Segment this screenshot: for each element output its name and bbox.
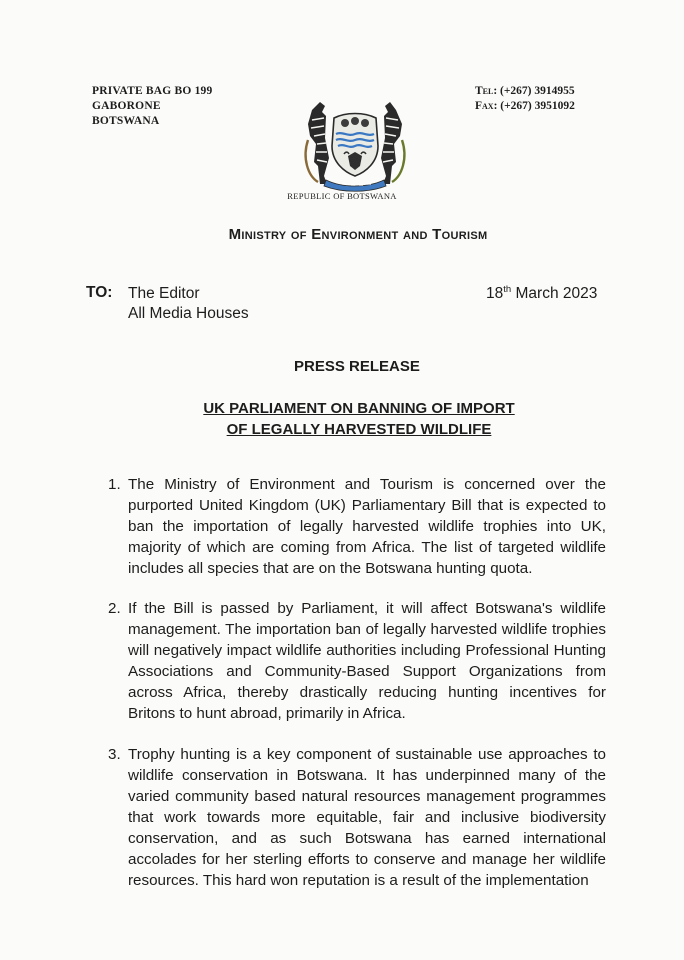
paragraph-text: If the Bill is passed by Parliament, it will affect Botswana's wildlife management. The importation ban of legally harvested wildlife trophies will negatively impact wildlife authorities including Professional Hunting Associations and Community-Based Support Organizations from across Africa, thereby drastically reducing hunting incentives for Britons to hunt abroad, primarily in Africa. <box>128 600 606 722</box>
headline-line: UK PARLIAMENT ON BANNING OF IMPORT <box>203 400 515 417</box>
telephone-line <box>475 84 575 99</box>
address-line: BOTSWANA <box>92 115 160 127</box>
date-day: 18 <box>486 285 504 303</box>
recipient-block <box>128 284 249 324</box>
to-label: TO: <box>86 284 113 301</box>
headline-line: OF LEGALLY HARVESTED WILDLIFE <box>226 421 492 438</box>
address-line: PRIVATE BAG BO 199 <box>92 85 213 97</box>
date-suffix: th <box>503 284 512 295</box>
numbered-paragraph <box>108 744 606 891</box>
paragraph-number: 3. <box>108 746 121 763</box>
press-release-label: PRESS RELEASE <box>294 358 420 375</box>
fax-line <box>475 99 575 114</box>
paragraph-number: 1. <box>108 476 121 493</box>
botswana-coat-of-arms-icon <box>298 96 416 192</box>
paragraph-number: 2. <box>108 600 121 617</box>
date-month-year: March 2023 <box>511 285 598 303</box>
address-line: GABORONE <box>92 100 161 112</box>
tel-value: (+267) 3914955 <box>500 85 575 97</box>
paragraph-text: The Ministry of Environment and Tourism is concerned over the purported United Kingdom (UK) Parliamentary Bill that is expected to ban the importation of legally harvested wildlife trophies into UK, majority of which are coming from Africa. The list of targeted wildlife includes all species that are on the Botswana hunting quota. <box>128 476 606 577</box>
ministry-name: Ministry of Environment and Tourism <box>228 226 488 243</box>
fax-label: Fax: <box>475 100 498 112</box>
paragraph-text: Trophy hunting is a key component of sustainable use approaches to wildlife conservation in Botswana. It has underpinned many of the varied community based natural resources management programmes that work towards more equitable, fair and inclusive biodiversity conservation, and as such Botswana has earned international accolades for her sterling efforts to conserve and manage her wildlife resources. This hard won reputation is a result of the implementation <box>128 746 606 889</box>
recipient-line: All Media Houses <box>128 305 249 322</box>
recipient-line: The Editor <box>128 285 200 302</box>
coat-of-arms-caption: REPUBLIC OF BOTSWANA <box>287 191 397 201</box>
fax-value: (+267) 3951092 <box>500 100 575 112</box>
numbered-paragraph <box>108 598 606 724</box>
numbered-paragraph <box>108 474 606 579</box>
release-date <box>486 284 597 303</box>
postal-address <box>92 84 212 129</box>
headline <box>184 398 534 440</box>
tel-label: Tel: <box>475 85 498 97</box>
contact-numbers <box>475 84 575 114</box>
ministry-title <box>0 226 684 243</box>
